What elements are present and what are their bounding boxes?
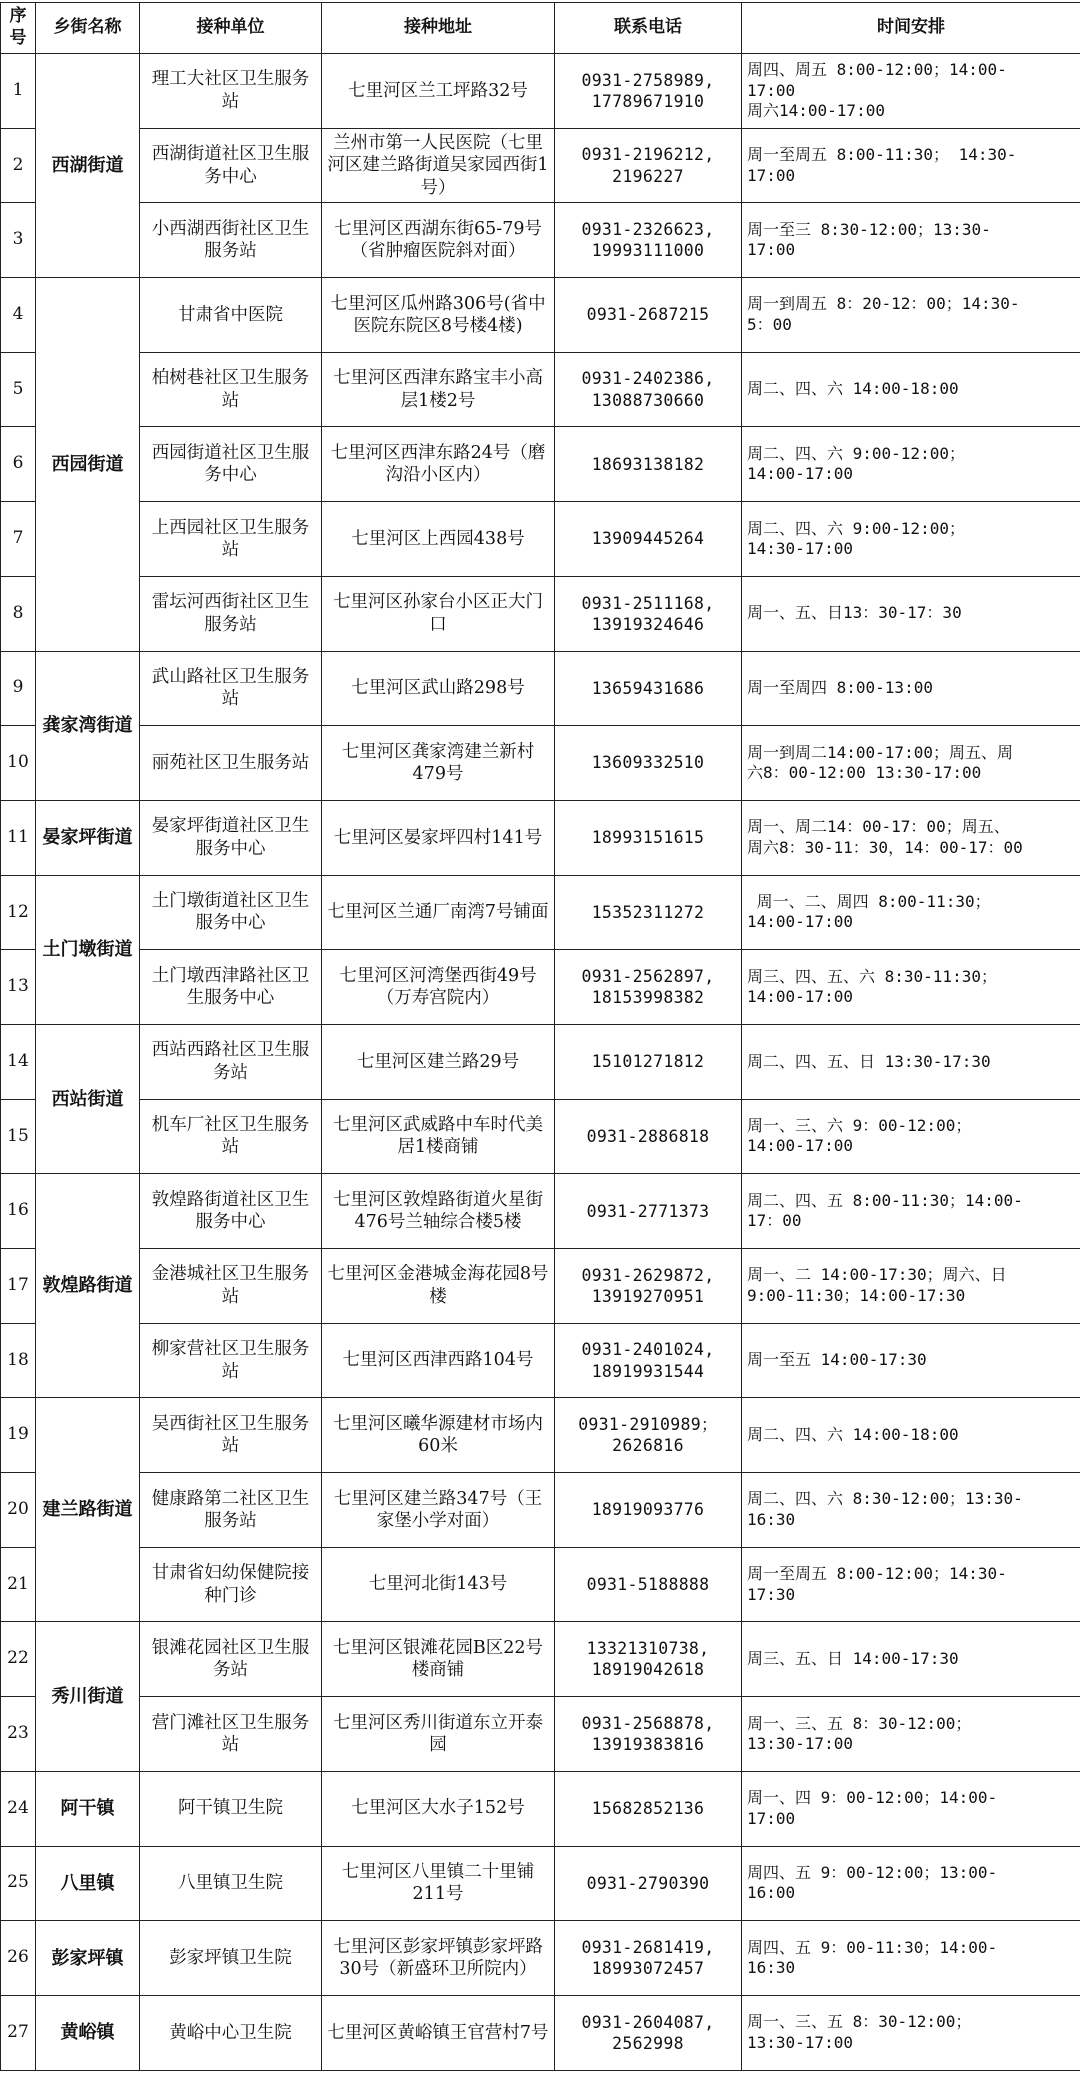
unit-name: 敦煌路街道社区卫生服务中心 (140, 1174, 322, 1249)
phone-number: 0931-2511168, (581, 593, 715, 613)
row-number: 2 (1, 128, 36, 203)
schedule-line: 周二、四、六 9:00-12:00； (747, 518, 965, 538)
schedule-line: 16:30 (747, 1509, 796, 1529)
schedule-cell (742, 1846, 1080, 1921)
phone-cell (555, 502, 742, 577)
phone-number: 15352311272 (591, 902, 705, 922)
unit-address: 七里河区兰通厂南湾7号铺面 (322, 875, 555, 950)
schedule-line: 周二、四、五 8:00-11:30；14:00- (747, 1190, 1023, 1210)
schedule-cell (742, 1024, 1080, 1099)
row-number: 8 (1, 576, 36, 651)
phone-number: 13919383816 (591, 1734, 705, 1754)
phone-cell (555, 1473, 742, 1548)
town-name: 西湖街道 (36, 54, 140, 278)
phone-number: 0931-2402386, (581, 369, 715, 389)
unit-address: 七里河区武威路中车时代美居1楼商铺 (322, 1099, 555, 1174)
schedule-line: 5：00 (747, 314, 792, 334)
schedule-cell (742, 1697, 1080, 1772)
schedule-line: 17：00 (747, 1211, 802, 1231)
schedule-line: 周一到周二14:00-17:00；周五、周 (747, 742, 1013, 762)
schedule-cell (742, 875, 1080, 950)
unit-name: 彭家坪镇卫生院 (140, 1921, 322, 1996)
phone-number: 2626816 (612, 1436, 684, 1456)
unit-address: 七里河区曦华源建材市场内60米 (322, 1398, 555, 1473)
phone-number: 0931-2604087, (581, 2012, 715, 2032)
unit-address: 七里河区建兰路347号（王家堡小学对面） (322, 1473, 555, 1548)
row-number: 19 (1, 1398, 36, 1473)
unit-name: 金港城社区卫生服务站 (140, 1249, 322, 1324)
schedule-line: 9:00-11:30；14:00-17:30 (747, 1285, 966, 1305)
phone-cell (555, 800, 742, 875)
row-number: 13 (1, 950, 36, 1025)
schedule-line: 14:00-17:00 (747, 987, 853, 1007)
table-row (1, 576, 1080, 651)
table-row (1, 651, 1080, 726)
schedule-cell (742, 352, 1080, 427)
schedule-cell (742, 128, 1080, 203)
table-row (1, 950, 1080, 1025)
phone-number: 0931-5188888 (586, 1575, 710, 1595)
unit-address: 七里河区河湾堡西街49号（万寿宫院内） (322, 950, 555, 1025)
schedule-cell (742, 1174, 1080, 1249)
row-number: 27 (1, 1995, 36, 2070)
row-number: 14 (1, 1024, 36, 1099)
phone-number: 18919042618 (591, 1660, 705, 1680)
table-row (1, 128, 1080, 203)
phone-number: 0931-2910989； (578, 1415, 718, 1435)
row-number: 20 (1, 1473, 36, 1548)
phone-cell (555, 1697, 742, 1772)
phone-cell (555, 352, 742, 427)
table-row (1, 1323, 1080, 1398)
unit-name: 黄峪中心卫生院 (140, 1995, 322, 2070)
phone-cell (555, 427, 742, 502)
schedule-line: 14:00-17:00 (747, 464, 853, 484)
phone-number: 0931-2681419, (581, 1937, 715, 1957)
unit-address: 七里河区孙家台小区正大门口 (322, 576, 555, 651)
unit-address: 七里河区西津东路24号（磨沟沿小区内） (322, 427, 555, 502)
town-name: 敦煌路街道 (36, 1174, 140, 1398)
phone-number: 13321310738, (586, 1639, 710, 1659)
unit-address: 七里河区龚家湾建兰新村479号 (322, 726, 555, 801)
row-number: 18 (1, 1323, 36, 1398)
schedule-line: 周一至五 14:00-17:30 (747, 1350, 927, 1370)
phone-cell (555, 278, 742, 353)
phone-cell (555, 1771, 742, 1846)
phone-cell (555, 1846, 742, 1921)
unit-name: 西湖街道社区卫生服务中心 (140, 128, 322, 203)
town-name: 土门墩街道 (36, 875, 140, 1024)
phone-number: 15682852136 (591, 1799, 705, 1819)
schedule-line: 14:00-17:00 (747, 1136, 853, 1156)
phone-number: 15101271812 (591, 1052, 705, 1072)
table-row (1, 54, 1080, 129)
schedule-line: 14:30-17:00 (747, 538, 853, 558)
row-number: 24 (1, 1771, 36, 1846)
phone-number: 13919270951 (591, 1286, 705, 1306)
unit-name: 西园街道社区卫生服务中心 (140, 427, 322, 502)
header-schedule: 时间安排 (742, 3, 1080, 54)
table-row (1, 502, 1080, 577)
schedule-line: 周三、五、日 14:00-17:30 (747, 1649, 959, 1669)
schedule-line: 16:00 (747, 1883, 796, 1903)
town-name: 龚家湾街道 (36, 651, 140, 800)
phone-cell (555, 1249, 742, 1324)
schedule-line: 周一、三、五 8：30-12:00； (747, 2012, 972, 2032)
row-number: 12 (1, 875, 36, 950)
header-no: 序号 (1, 3, 36, 54)
schedule-cell (742, 54, 1080, 129)
unit-address: 七里河区秀川街道东立开泰园 (322, 1697, 555, 1772)
unit-name: 理工大社区卫生服务站 (140, 54, 322, 129)
unit-name: 柏树巷社区卫生服务站 (140, 352, 322, 427)
schedule-line: 周二、四、五、日 13:30-17:30 (747, 1051, 991, 1071)
row-number: 9 (1, 651, 36, 726)
table-row (1, 1547, 1080, 1622)
unit-name: 上西园社区卫生服务站 (140, 502, 322, 577)
unit-name: 柳家营社区卫生服务站 (140, 1323, 322, 1398)
phone-number: 0931-2196212, (581, 145, 715, 165)
table-row (1, 875, 1080, 950)
schedule-line: 周二、四、六 8:30-12:00；13:30- (747, 1489, 1023, 1509)
schedule-line: 周二、四、六 14:00-18:00 (747, 1424, 959, 1444)
table-row (1, 1846, 1080, 1921)
phone-number: 18993072457 (591, 1959, 705, 1979)
phone-cell (555, 875, 742, 950)
schedule-cell (742, 1473, 1080, 1548)
schedule-cell (742, 800, 1080, 875)
table-row (1, 1473, 1080, 1548)
table-row (1, 427, 1080, 502)
schedule-cell (742, 1547, 1080, 1622)
schedule-line: 周一、二、周四 8:00-11:30； (747, 891, 991, 911)
phone-number: 0931-2886818 (586, 1126, 710, 1146)
row-number: 17 (1, 1249, 36, 1324)
town-name: 黄峪镇 (36, 1995, 140, 2070)
unit-name: 小西湖西街社区卫生服务站 (140, 203, 322, 278)
schedule-line: 13:30-17:00 (747, 1733, 853, 1753)
row-number: 10 (1, 726, 36, 801)
table-row (1, 1099, 1080, 1174)
unit-name: 阿干镇卫生院 (140, 1771, 322, 1846)
schedule-cell (742, 502, 1080, 577)
phone-cell (555, 1921, 742, 1996)
schedule-cell (742, 203, 1080, 278)
unit-name: 雷坛河西街社区卫生服务站 (140, 576, 322, 651)
unit-address: 七里河区瓜州路306号(省中医院东院区8号楼4楼) (322, 278, 555, 353)
unit-address: 七里河区银滩花园B区22号楼商铺 (322, 1622, 555, 1697)
phone-cell (555, 1547, 742, 1622)
phone-cell (555, 128, 742, 203)
schedule-cell (742, 427, 1080, 502)
phone-cell (555, 54, 742, 129)
table-row (1, 1771, 1080, 1846)
unit-name: 银滩花园社区卫生服务站 (140, 1622, 322, 1697)
phone-number: 0931-2326623, (581, 220, 715, 240)
phone-number: 0931-2758989, (581, 70, 715, 90)
table-row (1, 278, 1080, 353)
table-row (1, 1921, 1080, 1996)
unit-name: 土门墩西津路社区卫生服务中心 (140, 950, 322, 1025)
unit-address: 七里河区西津东路宝丰小高层1楼2号 (322, 352, 555, 427)
schedule-line: 周一至周四 8:00-13:00 (747, 678, 933, 698)
table-row (1, 1249, 1080, 1324)
header-phone: 联系电话 (555, 3, 742, 54)
schedule-cell (742, 1099, 1080, 1174)
table-row (1, 1174, 1080, 1249)
table-body (1, 54, 1080, 2071)
schedule-line: 周一到周五 8：20-12：00；14:30- (747, 294, 1020, 314)
schedule-line: 周一、五、日13：30-17：30 (747, 603, 962, 623)
phone-number: 0931-2687215 (586, 305, 710, 325)
row-number: 25 (1, 1846, 36, 1921)
schedule-line: 周一、三、六 9：00-12:00； (747, 1116, 972, 1135)
row-number: 7 (1, 502, 36, 577)
schedule-cell (742, 1622, 1080, 1697)
vaccination-sites-table (0, 2, 1080, 2071)
unit-address: 七里河区西湖东街65-79号（省肿瘤医院斜对面） (322, 203, 555, 278)
schedule-cell (742, 1398, 1080, 1473)
table-row (1, 800, 1080, 875)
phone-number: 13919324646 (591, 614, 705, 634)
town-name: 晏家坪街道 (36, 800, 140, 875)
header-address: 接种地址 (322, 3, 555, 54)
phone-number: 13909445264 (591, 529, 705, 549)
schedule-line: 周四、五 9：00-12:00；13:00- (747, 1862, 998, 1882)
town-name: 彭家坪镇 (36, 1921, 140, 1996)
table-row (1, 1697, 1080, 1772)
schedule-line: 17:00 (747, 165, 796, 185)
unit-name: 武山路社区卫生服务站 (140, 651, 322, 726)
header-town: 乡街名称 (36, 3, 140, 54)
town-name: 秀川街道 (36, 1622, 140, 1771)
table-row (1, 1622, 1080, 1697)
row-number: 4 (1, 278, 36, 353)
unit-address: 兰州市第一人民医院（七里河区建兰路街道吴家园西街1号） (322, 128, 555, 203)
unit-name: 丽苑社区卫生服务站 (140, 726, 322, 801)
schedule-line: 14:00-17:00 (747, 912, 853, 932)
unit-name: 土门墩街道社区卫生服务中心 (140, 875, 322, 950)
unit-name: 西站西路社区卫生服务站 (140, 1024, 322, 1099)
schedule-line: 周六8：30-11：30，14：00-17：00 (747, 837, 1023, 857)
phone-number: 18153998382 (591, 988, 705, 1008)
phone-cell (555, 203, 742, 278)
unit-address: 七里河区西津西路104号 (322, 1323, 555, 1398)
schedule-line: 16:30 (747, 1958, 796, 1978)
schedule-line: 17:00 (747, 1808, 796, 1828)
unit-address: 七里河区黄峪镇王官营村7号 (322, 1995, 555, 2070)
schedule-line: 13:30-17:00 (747, 2032, 853, 2052)
phone-cell (555, 726, 742, 801)
phone-cell (555, 1995, 742, 2070)
phone-number: 0931-2771373 (586, 1201, 710, 1221)
phone-number: 2562998 (612, 2033, 684, 2053)
unit-address: 七里河区建兰路29号 (322, 1024, 555, 1099)
unit-name: 营门滩社区卫生服务站 (140, 1697, 322, 1772)
phone-cell (555, 1024, 742, 1099)
town-name: 阿干镇 (36, 1771, 140, 1846)
schedule-line: 周二、四、六 14:00-18:00 (747, 379, 959, 399)
schedule-cell (742, 1995, 1080, 2070)
phone-cell (555, 1398, 742, 1473)
schedule-cell (742, 1249, 1080, 1324)
phone-number: 0931-2629872, (581, 1265, 715, 1285)
phone-number: 0931-2562897, (581, 966, 715, 986)
schedule-line: 周一、周二14：00-17：00；周五、 (747, 817, 1010, 837)
phone-cell (555, 651, 742, 726)
schedule-cell (742, 1921, 1080, 1996)
phone-number: 13659431686 (591, 678, 705, 698)
phone-number: 0931-2568878, (581, 1713, 715, 1733)
schedule-cell (742, 278, 1080, 353)
row-number: 26 (1, 1921, 36, 1996)
row-number: 11 (1, 800, 36, 875)
row-number: 15 (1, 1099, 36, 1174)
unit-name: 甘肃省中医院 (140, 278, 322, 353)
phone-number: 13609332510 (591, 753, 705, 773)
schedule-cell (742, 576, 1080, 651)
phone-number: 18693138182 (591, 454, 705, 474)
table-row (1, 1995, 1080, 2070)
phone-number: 13088730660 (591, 390, 705, 410)
schedule-line: 周一、二 14:00-17:30；周六、日 (747, 1265, 1007, 1285)
town-name: 西站街道 (36, 1024, 140, 1173)
phone-number: 18993151615 (591, 828, 705, 848)
table-row (1, 1398, 1080, 1473)
unit-address: 七里河区敦煌路街道火星街476号兰轴综合楼5楼 (322, 1174, 555, 1249)
header-unit: 接种单位 (140, 3, 322, 54)
phone-number: 2196227 (612, 166, 684, 186)
town-name: 八里镇 (36, 1846, 140, 1921)
schedule-line: 周六14:00-17:00 (747, 101, 885, 121)
unit-name: 晏家坪街道社区卫生服务中心 (140, 800, 322, 875)
schedule-line: 周二、四、六 9:00-12:00； (747, 443, 965, 463)
row-number: 22 (1, 1622, 36, 1697)
unit-address: 七里河区晏家坪四村141号 (322, 800, 555, 875)
schedule-cell (742, 950, 1080, 1025)
phone-number: 18919931544 (591, 1361, 705, 1381)
unit-name: 机车厂社区卫生服务站 (140, 1099, 322, 1174)
unit-name: 八里镇卫生院 (140, 1846, 322, 1921)
unit-address: 七里河北街143号 (322, 1547, 555, 1622)
schedule-line: 周一至周五 8:00-11:30； 14:30- (747, 145, 1017, 165)
row-number: 1 (1, 54, 36, 129)
schedule-line: 17:30 (747, 1584, 796, 1604)
unit-address: 七里河区上西园438号 (322, 502, 555, 577)
schedule-line: 六8：00-12:00 13:30-17:00 (747, 763, 982, 783)
schedule-line: 周一、四 9：00-12:00；14:00- (747, 1788, 998, 1808)
table-row (1, 726, 1080, 801)
phone-cell (555, 1099, 742, 1174)
unit-address: 七里河区兰工坪路32号 (322, 54, 555, 129)
schedule-cell (742, 1771, 1080, 1846)
unit-address: 七里河区彭家坪镇彭家坪路30号（新盛环卫所院内） (322, 1921, 555, 1996)
header-row (1, 3, 1080, 54)
schedule-line: 周一至周五 8:00-12:00；14:30- (747, 1564, 1007, 1584)
phone-number: 17789671910 (591, 91, 705, 111)
phone-number: 0931-2401024, (581, 1340, 715, 1360)
row-number: 3 (1, 203, 36, 278)
schedule-line: 17:00 (747, 80, 796, 100)
unit-name: 吴西街社区卫生服务站 (140, 1398, 322, 1473)
row-number: 6 (1, 427, 36, 502)
row-number: 5 (1, 352, 36, 427)
town-name: 西园街道 (36, 278, 140, 651)
phone-cell (555, 1622, 742, 1697)
schedule-cell (742, 651, 1080, 726)
phone-number: 0931-2790390 (586, 1873, 710, 1893)
schedule-line: 周四、周五 8:00-12:00；14:00- (747, 60, 1007, 80)
town-name: 建兰路街道 (36, 1398, 140, 1622)
schedule-cell (742, 1323, 1080, 1398)
schedule-line: 周三、四、五、六 8:30-11:30； (747, 966, 997, 986)
unit-address: 七里河区八里镇二十里铺211号 (322, 1846, 555, 1921)
schedule-cell (742, 726, 1080, 801)
table-row (1, 203, 1080, 278)
phone-cell (555, 950, 742, 1025)
schedule-line: 周四、五 9：00-11:30；14:00- (747, 1937, 998, 1957)
row-number: 16 (1, 1174, 36, 1249)
unit-name: 健康路第二社区卫生服务站 (140, 1473, 322, 1548)
row-number: 23 (1, 1697, 36, 1772)
schedule-line: 周一、三、五 8：30-12:00； (747, 1713, 972, 1733)
unit-address: 七里河区大水子152号 (322, 1771, 555, 1846)
row-number: 21 (1, 1547, 36, 1622)
schedule-line: 周一至三 8:30-12:00；13:30- (747, 219, 991, 239)
unit-address: 七里河区武山路298号 (322, 651, 555, 726)
phone-cell (555, 576, 742, 651)
phone-cell (555, 1323, 742, 1398)
table-row (1, 1024, 1080, 1099)
unit-name: 甘肃省妇幼保健院接种门诊 (140, 1547, 322, 1622)
unit-address: 七里河区金港城金海花园8号楼 (322, 1249, 555, 1324)
table-row (1, 352, 1080, 427)
schedule-line: 17:00 (747, 240, 796, 260)
phone-number: 18919093776 (591, 1500, 705, 1520)
phone-cell (555, 1174, 742, 1249)
phone-number: 19993111000 (591, 241, 705, 261)
